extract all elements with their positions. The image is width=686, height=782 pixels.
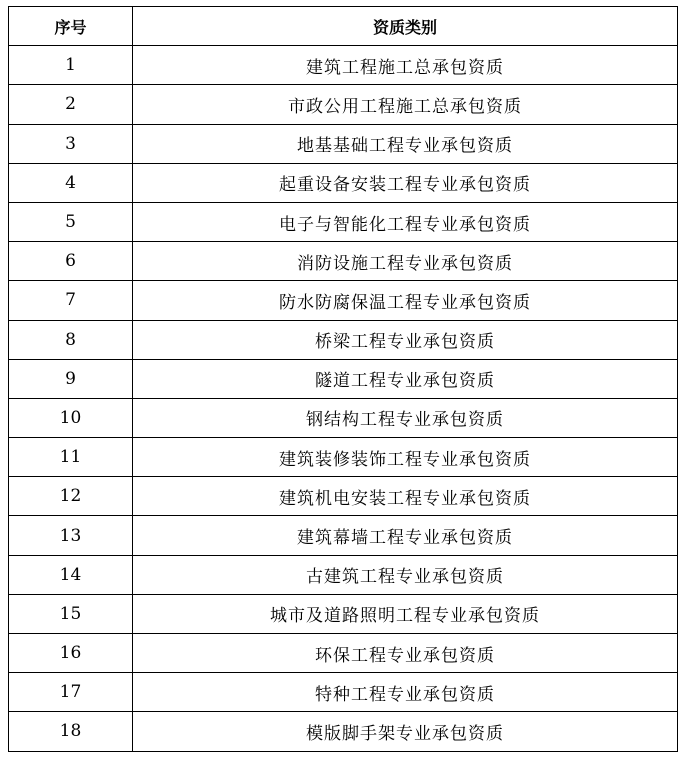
table-row <box>9 712 678 751</box>
row-serial-number: 10 <box>9 398 133 437</box>
row-serial-number: 9 <box>9 359 133 398</box>
table-row <box>9 516 678 555</box>
table-row <box>9 124 678 163</box>
row-qualification-type: 隧道工程专业承包资质 <box>133 359 678 398</box>
table-row <box>9 398 678 437</box>
row-serial-number: 3 <box>9 124 133 163</box>
row-qualification-type: 市政公用工程施工总承包资质 <box>133 85 678 124</box>
qualification-table <box>8 6 678 752</box>
table-row <box>9 85 678 124</box>
table-row <box>9 359 678 398</box>
row-qualification-type: 桥梁工程专业承包资质 <box>133 320 678 359</box>
table-row <box>9 555 678 594</box>
row-serial-number: 2 <box>9 85 133 124</box>
row-qualification-type: 建筑工程施工总承包资质 <box>133 46 678 85</box>
row-serial-number: 18 <box>9 712 133 751</box>
table-row <box>9 673 678 712</box>
row-serial-number: 16 <box>9 634 133 673</box>
header-qualification-type: 资质类别 <box>133 7 678 46</box>
row-serial-number: 5 <box>9 202 133 241</box>
row-qualification-type: 地基基础工程专业承包资质 <box>133 124 678 163</box>
table-row <box>9 46 678 85</box>
header-serial-number: 序号 <box>9 7 133 46</box>
table-row <box>9 634 678 673</box>
table-row <box>9 163 678 202</box>
row-qualification-type: 消防设施工程专业承包资质 <box>133 242 678 281</box>
row-serial-number: 14 <box>9 555 133 594</box>
table-row <box>9 320 678 359</box>
row-serial-number: 12 <box>9 477 133 516</box>
row-qualification-type: 建筑机电安装工程专业承包资质 <box>133 477 678 516</box>
row-serial-number: 17 <box>9 673 133 712</box>
row-serial-number: 7 <box>9 281 133 320</box>
row-qualification-type: 古建筑工程专业承包资质 <box>133 555 678 594</box>
row-qualification-type: 防水防腐保温工程专业承包资质 <box>133 281 678 320</box>
table-row <box>9 594 678 633</box>
row-serial-number: 4 <box>9 163 133 202</box>
row-serial-number: 15 <box>9 594 133 633</box>
row-serial-number: 11 <box>9 438 133 477</box>
table-row <box>9 202 678 241</box>
row-qualification-type: 电子与智能化工程专业承包资质 <box>133 202 678 241</box>
row-serial-number: 6 <box>9 242 133 281</box>
row-qualification-type: 建筑装修装饰工程专业承包资质 <box>133 438 678 477</box>
table-row <box>9 242 678 281</box>
table-row <box>9 477 678 516</box>
row-qualification-type: 城市及道路照明工程专业承包资质 <box>133 594 678 633</box>
row-qualification-type: 建筑幕墙工程专业承包资质 <box>133 516 678 555</box>
row-serial-number: 8 <box>9 320 133 359</box>
row-qualification-type: 环保工程专业承包资质 <box>133 634 678 673</box>
table-body <box>9 46 678 751</box>
row-serial-number: 13 <box>9 516 133 555</box>
row-qualification-type: 特种工程专业承包资质 <box>133 673 678 712</box>
table-row <box>9 438 678 477</box>
row-qualification-type: 起重设备安装工程专业承包资质 <box>133 163 678 202</box>
table-header-row <box>9 7 678 46</box>
row-qualification-type: 模版脚手架专业承包资质 <box>133 712 678 751</box>
row-serial-number: 1 <box>9 46 133 85</box>
row-qualification-type: 钢结构工程专业承包资质 <box>133 398 678 437</box>
table-row <box>9 281 678 320</box>
